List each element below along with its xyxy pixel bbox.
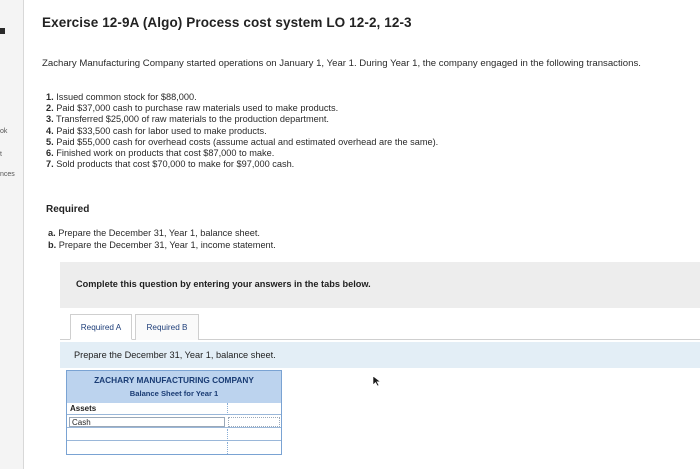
mouse-cursor-icon	[372, 375, 382, 387]
intro-text: Zachary Manufacturing Company started operations on January 1, Year 1. During Year 1, the company engaged in the following transactions.	[42, 58, 641, 69]
list-item	[46, 114, 438, 125]
line-item-value: Cash	[72, 418, 91, 427]
list-item	[46, 148, 438, 159]
list-item	[46, 126, 438, 137]
item-text: Transferred $25,000 of raw materials to the production department.	[53, 114, 329, 125]
assets-row	[67, 403, 281, 415]
sidebar-fragment[interactable]: nces	[0, 171, 15, 178]
item-text: Paid $55,000 cash for overhead costs (assume actual and estimated overhead are the same).	[53, 136, 439, 147]
amount-cell	[227, 403, 281, 415]
tab-required-a[interactable]: Required A	[70, 314, 132, 340]
item-text: Issued common stock for $88,000.	[53, 92, 197, 102]
item-number: 5.	[46, 136, 54, 147]
left-sidebar	[0, 0, 24, 469]
sidebar-marker	[0, 28, 5, 34]
item-text: Prepare the December 31, Year 1, income statement.	[56, 239, 276, 250]
item-letter: b.	[48, 239, 57, 250]
required-list	[48, 228, 276, 251]
item-text: Paid $37,000 cash to purchase raw materials used to make products.	[53, 103, 339, 114]
page-title: Exercise 12-9A (Algo) Process cost system LO 12-2, 12-3	[42, 15, 412, 30]
item-text: Finished work on products that cost $87,000 to make.	[53, 148, 275, 159]
blank-row	[67, 442, 281, 454]
statement-title: Balance Sheet for Year 1	[129, 389, 219, 398]
balance-sheet-header	[67, 371, 281, 403]
item-text: Paid $33,500 cash for labor used to make products.	[53, 125, 267, 136]
list-item	[46, 103, 438, 114]
amount-input[interactable]	[228, 417, 280, 427]
required-heading: Required	[46, 204, 90, 215]
item-letter: a.	[48, 228, 56, 238]
item-number: 3.	[46, 114, 54, 125]
sidebar-fragment[interactable]: ok	[0, 128, 8, 135]
assets-label: Assets	[70, 404, 97, 413]
item-number: 6.	[46, 148, 54, 159]
list-item	[46, 137, 438, 148]
tab-bar	[60, 314, 700, 340]
company-name: ZACHARY MANUFACTURING COMPANY	[94, 375, 254, 385]
line-item-input[interactable]	[69, 417, 225, 427]
amount-cell[interactable]	[227, 442, 281, 454]
cash-row	[67, 416, 281, 428]
instructions-text: Complete this question by entering your answers in the tabs below.	[76, 279, 371, 289]
balance-sheet-form	[66, 370, 282, 455]
prompt-band	[60, 342, 700, 368]
list-item	[48, 228, 276, 240]
instructions-box	[60, 262, 700, 308]
list-item	[48, 240, 276, 252]
amount-cell[interactable]	[227, 429, 281, 441]
prompt-text: Prepare the December 31, Year 1, balance sheet.	[74, 350, 276, 360]
item-text: Prepare the December 31, Year 1, balance sheet.	[55, 228, 260, 238]
item-number: 7.	[46, 159, 54, 170]
list-item	[46, 92, 438, 103]
transaction-list	[46, 92, 438, 170]
item-number: 4.	[46, 125, 54, 136]
item-number: 2.	[46, 103, 54, 114]
blank-row	[67, 429, 281, 441]
item-text: Sold products that cost $70,000 to make for $97,000 cash.	[53, 159, 295, 170]
item-number: 1.	[46, 92, 54, 102]
sidebar-fragment[interactable]: t	[0, 151, 2, 158]
list-item	[46, 159, 438, 170]
tab-required-b[interactable]: Required B	[135, 314, 199, 340]
